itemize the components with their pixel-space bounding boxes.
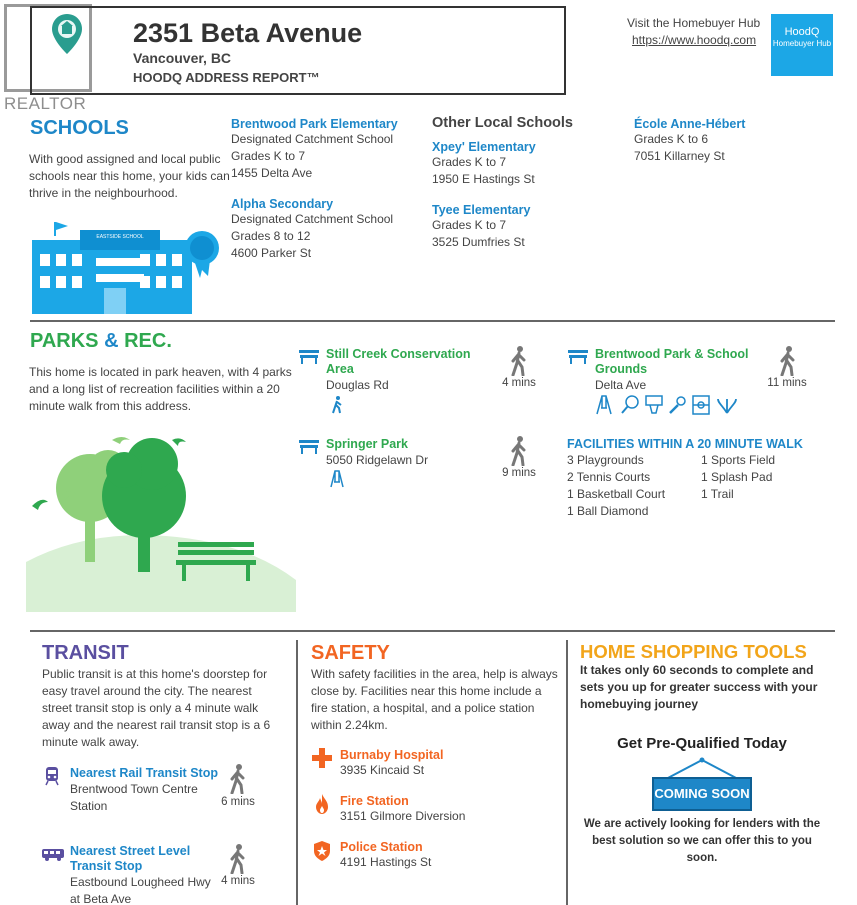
realtor-wordmark: REALTOR xyxy=(4,94,87,113)
facilities-right-list xyxy=(701,452,831,503)
hoodq-badge[interactable] xyxy=(771,14,833,76)
walk-time: 4 mins xyxy=(502,377,536,389)
school-type: Designated Catchment School xyxy=(231,212,394,226)
tennis-icon xyxy=(620,395,640,415)
french-school xyxy=(634,117,834,165)
park-item-brentwood[interactable] xyxy=(595,347,765,394)
safety-name: Police Station xyxy=(340,840,423,854)
walk-time: 9 mins xyxy=(502,467,536,479)
hospital-cross-icon xyxy=(312,748,332,768)
school-building-illustration xyxy=(32,222,222,316)
school-sign-text: EASTSIDE SCHOOL xyxy=(96,234,144,240)
park-item-springer[interactable] xyxy=(326,437,496,469)
baseball-icon xyxy=(668,395,688,415)
schools-intro: With good assigned and local public schools near this home, your kids can thrive in the neighbourhood. xyxy=(29,152,230,200)
park-bench-icon xyxy=(299,438,319,454)
safety-item-police[interactable] xyxy=(340,840,540,871)
school-address: 1455 Delta Ave xyxy=(231,166,313,180)
facility-item: 1 Sports Field xyxy=(701,453,776,467)
homebuyer-hub-link[interactable]: https://www.hoodq.com xyxy=(632,33,757,47)
school-grades: Grades K to 6 xyxy=(634,132,709,146)
facility-icons xyxy=(596,395,746,417)
safety-address: 3151 Gilmore Diversion xyxy=(340,809,466,823)
walk-time: 4 mins xyxy=(221,875,255,887)
parks-title-word: PARKS xyxy=(30,330,99,352)
park-name: Brentwood Park & School Grounds xyxy=(595,347,749,376)
badge-title: HoodQ xyxy=(784,26,820,38)
section-divider xyxy=(30,630,835,632)
assigned-school-1 xyxy=(231,117,431,182)
park-trees-illustration xyxy=(26,430,298,612)
other-schools-heading: Other Local Schools xyxy=(432,115,573,131)
splash-pad-icon xyxy=(716,395,738,415)
train-icon xyxy=(44,766,60,786)
column-divider xyxy=(566,640,568,905)
facility-item: 1 Basketball Court xyxy=(567,487,666,501)
parks-title-amp: & xyxy=(98,330,125,352)
walk-time: 11 mins xyxy=(767,377,807,389)
school-type: Designated Catchment School xyxy=(231,132,394,146)
school-address: 4600 Parker St xyxy=(231,246,312,260)
park-name: Still Creek Conservation Area xyxy=(326,347,471,376)
rail-transit-stop[interactable] xyxy=(70,766,220,815)
hiker-icon xyxy=(331,396,343,414)
street-transit-stop[interactable] xyxy=(70,844,220,905)
school-address: 1950 E Hastings St xyxy=(432,172,535,186)
safety-item-fire[interactable] xyxy=(340,794,540,825)
walking-person-icon xyxy=(228,844,248,874)
school-name[interactable]: École Anne-Hébert xyxy=(634,117,746,131)
sports-field-icon xyxy=(692,395,710,415)
safety-name: Burnaby Hospital xyxy=(340,748,444,762)
safety-address: 4191 Hastings St xyxy=(340,855,432,869)
address-city: Vancouver, BC xyxy=(133,50,232,66)
facilities-heading: FACILITIES WITHIN A 20 MINUTE WALK xyxy=(567,437,803,451)
basketball-hoop-icon xyxy=(644,395,664,415)
parks-intro: This home is located in park heaven, with 4 parks and a long list of recreation facilities within a 20 minute walk from this address. xyxy=(29,365,292,413)
transit-title: TRANSIT xyxy=(42,642,129,664)
bus-icon xyxy=(42,848,64,862)
school-name[interactable]: Brentwood Park Elementary xyxy=(231,117,398,131)
parks-title xyxy=(30,330,172,353)
column-divider xyxy=(296,640,298,905)
park-bench-icon xyxy=(568,348,588,364)
safety-item-hospital[interactable] xyxy=(340,748,540,779)
rec-title-word: REC. xyxy=(124,330,172,352)
school-name[interactable]: Tyee Elementary xyxy=(432,203,531,217)
walking-person-icon xyxy=(778,346,798,376)
safety-name: Fire Station xyxy=(340,794,409,808)
homebuyer-hub-text: Visit the Homebuyer Hub xyxy=(627,16,761,30)
schools-title: SCHOOLS xyxy=(30,117,129,139)
transit-intro: Public transit is at this home's doorstep for easy travel around the city. The nearest street transit stop is only a 4 minute walk away and the nearest rail transit stop is a 6 minute walk away. xyxy=(42,667,271,749)
park-address: 5050 Ridgelawn Dr xyxy=(326,453,429,467)
school-grades: Grades K to 7 xyxy=(432,155,507,169)
walking-person-icon xyxy=(228,764,248,794)
police-shield-icon xyxy=(313,840,331,862)
tools-intro: It takes only 60 seconds to complete and sets you up for greater success with your homebuying journey xyxy=(580,663,818,711)
school-address: 3525 Dumfries St xyxy=(432,235,525,249)
tools-title: HOME SHOPPING TOOLS xyxy=(580,641,807,662)
section-divider xyxy=(30,320,835,322)
pre-qualified-heading: Get Pre-Qualified Today xyxy=(617,735,787,752)
assigned-school-2 xyxy=(231,197,431,262)
walking-person-icon xyxy=(509,436,529,466)
lenders-note: We are actively looking for lenders with the best solution so we can offer this to you soon. xyxy=(583,818,821,864)
park-item-still-creek[interactable] xyxy=(326,347,496,394)
school-name[interactable]: Xpey' Elementary xyxy=(432,140,536,154)
report-label: HOODQ ADDRESS REPORT™ xyxy=(133,70,320,85)
transit-stop: Eastbound Lougheed Hwy at Beta Ave xyxy=(70,875,211,905)
walking-person-icon xyxy=(509,346,529,376)
park-bench-icon xyxy=(299,348,319,364)
facility-item: 3 Playgrounds xyxy=(567,453,644,467)
address-title: 2351 Beta Avenue xyxy=(133,18,363,48)
park-address: Delta Ave xyxy=(595,378,647,392)
school-grades: Grades 8 to 12 xyxy=(231,229,311,243)
walk-time: 6 mins xyxy=(221,796,255,808)
safety-address: 3935 Kincaid St xyxy=(340,763,425,777)
transit-name: Nearest Rail Transit Stop xyxy=(70,766,218,780)
school-grades: Grades K to 7 xyxy=(432,218,507,232)
facility-item: 1 Ball Diamond xyxy=(567,504,649,518)
swing-icon xyxy=(596,395,612,415)
facility-item: 1 Splash Pad xyxy=(701,470,773,484)
transit-stop: Brentwood Town Centre Station xyxy=(70,782,198,813)
facility-item: 2 Tennis Courts xyxy=(567,470,651,484)
facilities-left-list xyxy=(567,452,697,520)
safety-title: SAFETY xyxy=(311,642,390,664)
other-school-2 xyxy=(432,203,612,251)
other-school-1 xyxy=(432,140,612,188)
school-name[interactable]: Alpha Secondary xyxy=(231,197,334,211)
coming-soon-sign: COMING SOON xyxy=(652,777,752,811)
safety-intro: With safety facilities in the area, help is always close by. Facilities near this home include a fire station, a hospital, and a police station within 2.24km. xyxy=(311,667,558,732)
badge-subtitle: Homebuyer Hub xyxy=(772,39,832,48)
school-address: 7051 Killarney St xyxy=(634,149,725,163)
facility-item: 1 Trail xyxy=(701,487,734,501)
fire-icon xyxy=(315,794,329,814)
park-address: Douglas Rd xyxy=(326,378,389,392)
transit-name: Nearest Street Level Transit Stop xyxy=(70,844,191,873)
swing-icon xyxy=(330,470,344,488)
school-grades: Grades K to 7 xyxy=(231,149,306,163)
park-name: Springer Park xyxy=(326,437,408,451)
